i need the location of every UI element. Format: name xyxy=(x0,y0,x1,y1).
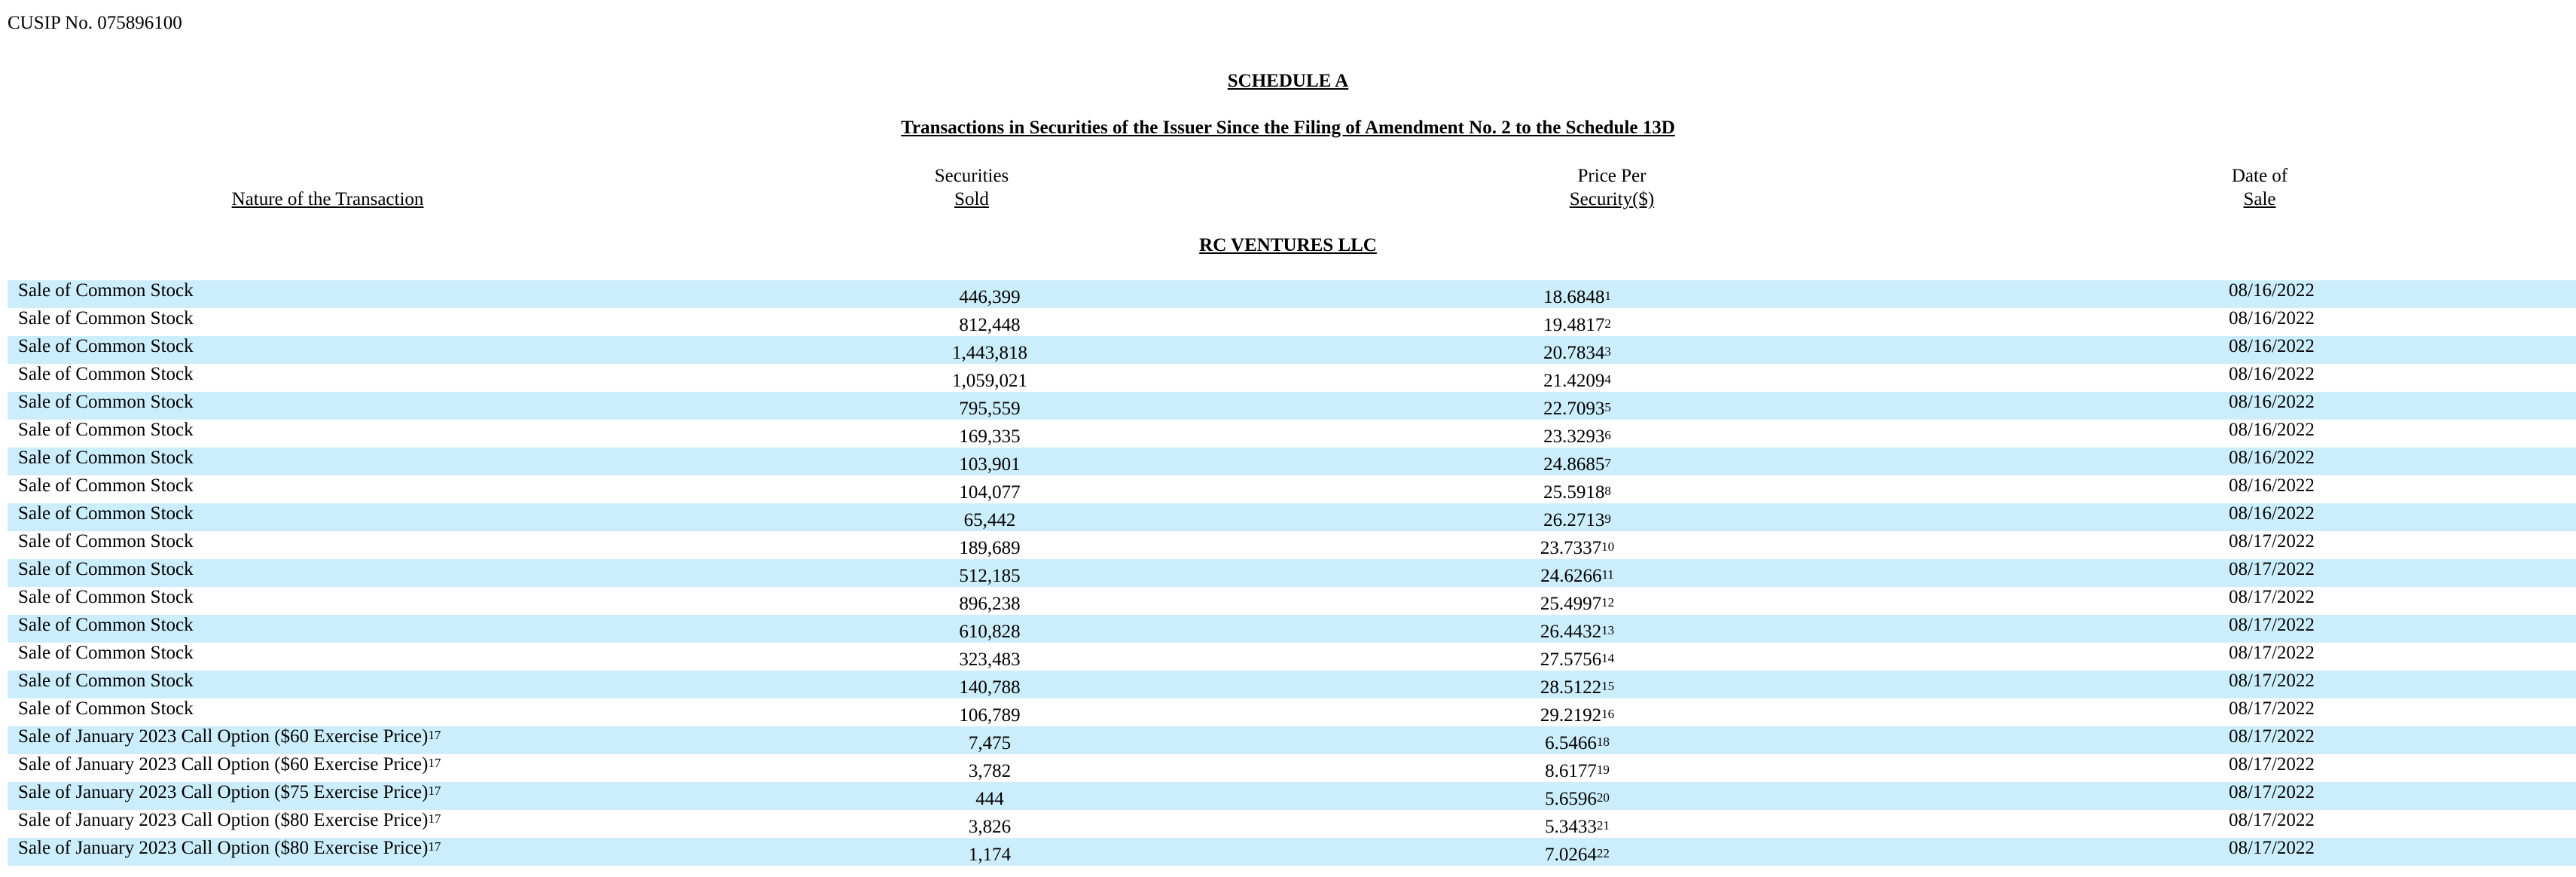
table-row xyxy=(8,698,2576,726)
cell-price xyxy=(1208,782,1946,810)
table-row xyxy=(8,392,2576,420)
cell-date-text: 08/16/2022 xyxy=(2229,392,2315,412)
cell-price-text: 26.2713 xyxy=(1543,510,1605,530)
cell-date xyxy=(1946,838,2576,866)
cell-price-text: 25.4997 xyxy=(1540,594,1602,614)
table-row xyxy=(8,420,2576,448)
table-row xyxy=(8,671,2576,698)
cell-securities-sold xyxy=(771,671,1208,698)
footnote-ref: 3 xyxy=(1604,344,1611,359)
cell-securities-sold xyxy=(771,643,1208,671)
cell-nature-text: Sale of Common Stock xyxy=(18,392,194,412)
header-date-line2: Sale xyxy=(2243,189,2276,209)
footnote-ref: 1 xyxy=(1604,289,1611,303)
footnote-ref: 17 xyxy=(428,728,441,742)
table-row xyxy=(8,643,2576,671)
cell-securities-sold xyxy=(771,531,1208,559)
cell-nature xyxy=(8,503,771,531)
cell-nature-text: Sale of Common Stock xyxy=(18,531,194,552)
table-row xyxy=(8,559,2576,587)
header-date-line1: Date of xyxy=(2231,166,2288,186)
cell-date xyxy=(1946,531,2576,559)
cell-nature-text: Sale of Common Stock xyxy=(18,364,194,384)
cell-price xyxy=(1208,364,1946,392)
cell-nature xyxy=(8,448,771,475)
cell-price xyxy=(1208,698,1946,726)
cell-nature xyxy=(8,308,771,336)
cell-date-text: 08/16/2022 xyxy=(2229,280,2315,301)
cell-price xyxy=(1208,531,1946,559)
cell-price xyxy=(1208,643,1946,671)
cell-securities-sold-text: 512,185 xyxy=(959,566,1021,586)
cell-date-text: 08/17/2022 xyxy=(2229,754,2315,775)
cell-price xyxy=(1208,420,1946,448)
footnote-ref: 17 xyxy=(428,756,441,770)
cell-securities-sold-text: 106,789 xyxy=(959,705,1021,726)
footnote-ref: 19 xyxy=(1596,762,1610,777)
footnote-ref: 14 xyxy=(1601,651,1615,665)
cell-nature xyxy=(8,364,771,392)
cell-securities-sold xyxy=(771,838,1208,866)
cell-price-text: 6.5466 xyxy=(1545,733,1597,753)
cell-date xyxy=(1946,280,2576,308)
transactions-table xyxy=(8,280,2576,866)
cell-date-text: 08/17/2022 xyxy=(2229,810,2315,830)
cell-nature-text: Sale of Common Stock xyxy=(18,503,194,524)
footnote-ref: 9 xyxy=(1604,512,1611,526)
footnote-ref: 13 xyxy=(1601,623,1615,637)
footnote-ref: 18 xyxy=(1596,735,1610,749)
cell-price xyxy=(1208,336,1946,364)
cell-price xyxy=(1208,587,1946,615)
cell-nature xyxy=(8,838,771,866)
cell-nature xyxy=(8,643,771,671)
cell-nature-text: Sale of January 2023 Call Option ($60 Exercise Price) xyxy=(18,754,429,775)
cell-date-text: 08/16/2022 xyxy=(2229,448,2315,468)
cell-nature xyxy=(8,615,771,643)
cell-nature-text: Sale of Common Stock xyxy=(18,559,194,579)
cell-date-text: 08/16/2022 xyxy=(2229,503,2315,524)
cell-date-text: 08/17/2022 xyxy=(2229,615,2315,635)
cell-securities-sold xyxy=(771,448,1208,475)
cell-securities-sold xyxy=(771,336,1208,364)
table-row xyxy=(8,838,2576,866)
footnote-ref: 17 xyxy=(428,784,441,798)
cell-date-text: 08/17/2022 xyxy=(2229,559,2315,579)
cell-securities-sold-text: 104,077 xyxy=(959,482,1021,503)
cell-date-text: 08/16/2022 xyxy=(2229,308,2315,328)
cell-securities-sold xyxy=(771,726,1208,754)
header-price-per-security xyxy=(1386,164,1838,211)
cell-price xyxy=(1208,754,1946,782)
cell-price-text: 24.6266 xyxy=(1540,566,1602,586)
cell-securities-sold xyxy=(771,280,1208,308)
table-row xyxy=(8,587,2576,615)
cell-nature-text: Sale of January 2023 Call Option ($80 Exercise Price) xyxy=(18,810,429,830)
cell-securities-sold xyxy=(771,782,1208,810)
header-nature-label: Nature of the Transaction xyxy=(231,189,424,209)
cell-securities-sold xyxy=(771,503,1208,531)
cell-price xyxy=(1208,280,1946,308)
cell-price xyxy=(1208,503,1946,531)
cell-securities-sold xyxy=(771,420,1208,448)
cell-nature xyxy=(8,587,771,615)
cell-nature-text: Sale of Common Stock xyxy=(18,475,194,496)
footnote-ref: 8 xyxy=(1604,484,1611,498)
cell-securities-sold-text: 1,059,021 xyxy=(952,371,1027,391)
cell-securities-sold xyxy=(771,810,1208,838)
cell-date xyxy=(1946,726,2576,754)
cell-date xyxy=(1946,392,2576,420)
transactions-table-body xyxy=(8,280,2576,866)
cell-nature-text: Sale of Common Stock xyxy=(18,643,194,663)
header-sold-line1: Securities xyxy=(934,166,1009,186)
cell-date xyxy=(1946,308,2576,336)
table-row xyxy=(8,280,2576,308)
cell-nature xyxy=(8,810,771,838)
cell-securities-sold-text: 1,443,818 xyxy=(952,343,1027,363)
cell-date xyxy=(1946,336,2576,364)
footnote-ref: 22 xyxy=(1596,846,1610,860)
cell-price-text: 23.7337 xyxy=(1540,538,1602,558)
cell-price-text: 7.0264 xyxy=(1545,845,1597,865)
cell-date-text: 08/16/2022 xyxy=(2229,364,2315,384)
cell-nature-text: Sale of Common Stock xyxy=(18,448,194,468)
header-price-line1: Price Per xyxy=(1577,166,1647,186)
cell-date-text: 08/17/2022 xyxy=(2229,782,2315,802)
cell-securities-sold-text: 7,475 xyxy=(968,733,1012,753)
cell-price xyxy=(1208,726,1946,754)
cell-date-text: 08/17/2022 xyxy=(2229,671,2315,691)
cell-date-text: 08/17/2022 xyxy=(2229,587,2315,607)
cell-date-text: 08/17/2022 xyxy=(2229,838,2315,858)
cell-securities-sold-text: 812,448 xyxy=(959,315,1021,335)
cell-date xyxy=(1946,364,2576,392)
footnote-ref: 17 xyxy=(428,839,441,854)
cell-date-text: 08/16/2022 xyxy=(2229,336,2315,356)
cell-securities-sold-text: 3,782 xyxy=(968,761,1012,781)
cell-date xyxy=(1946,671,2576,698)
cell-nature xyxy=(8,754,771,782)
cell-nature-text: Sale of Common Stock xyxy=(18,615,194,635)
cell-nature xyxy=(8,420,771,448)
cell-price-text: 29.2192 xyxy=(1540,705,1602,726)
cell-securities-sold-text: 65,442 xyxy=(963,510,1016,530)
footnote-ref: 16 xyxy=(1601,707,1615,721)
cell-securities-sold-text: 1,174 xyxy=(968,845,1012,865)
table-row xyxy=(8,615,2576,643)
cell-price-text: 5.6596 xyxy=(1545,789,1597,809)
cell-price xyxy=(1208,448,1946,475)
cell-securities-sold xyxy=(771,392,1208,420)
cell-price xyxy=(1208,559,1946,587)
cell-price-text: 20.7834 xyxy=(1543,343,1605,363)
cell-securities-sold xyxy=(771,559,1208,587)
cell-price-text: 27.5756 xyxy=(1540,649,1602,670)
table-row xyxy=(8,448,2576,475)
cell-securities-sold-text: 169,335 xyxy=(959,426,1021,447)
footnote-ref: 4 xyxy=(1604,372,1611,387)
cell-nature-text: Sale of Common Stock xyxy=(18,671,194,691)
cell-price-text: 8.6177 xyxy=(1545,761,1597,781)
cell-nature xyxy=(8,698,771,726)
cell-nature xyxy=(8,559,771,587)
cell-price xyxy=(1208,392,1946,420)
cell-date-text: 08/17/2022 xyxy=(2229,531,2315,552)
footnote-ref: 20 xyxy=(1596,790,1610,805)
schedule-subtitle: Transactions in Securities of the Issuer Since the Filing of Amendment No. 2 to the Schedule 13D xyxy=(901,118,1675,138)
footnote-ref: 5 xyxy=(1604,400,1611,414)
footnote-ref: 17 xyxy=(428,811,441,826)
cell-date xyxy=(1946,698,2576,726)
cell-date xyxy=(1946,782,2576,810)
cell-securities-sold-text: 323,483 xyxy=(959,649,1021,670)
cell-price-text: 25.5918 xyxy=(1543,482,1605,503)
cell-price-text: 24.8685 xyxy=(1543,454,1605,475)
cell-date xyxy=(1946,754,2576,782)
section-title: RC VENTURES LLC xyxy=(1199,235,1377,255)
cell-date-text: 08/17/2022 xyxy=(2229,643,2315,663)
table-row xyxy=(8,308,2576,336)
cell-date xyxy=(1946,559,2576,587)
cusip-number: CUSIP No. 075896100 xyxy=(8,13,182,33)
cell-price xyxy=(1208,475,1946,503)
cell-securities-sold xyxy=(771,754,1208,782)
cell-securities-sold xyxy=(771,475,1208,503)
footnote-ref: 7 xyxy=(1604,456,1611,470)
footnote-ref: 11 xyxy=(1601,567,1614,582)
footnote-ref: 21 xyxy=(1596,818,1610,833)
cell-price xyxy=(1208,810,1946,838)
footnote-ref: 12 xyxy=(1601,595,1615,610)
cell-date xyxy=(1946,810,2576,838)
cell-nature-text: Sale of Common Stock xyxy=(18,698,194,719)
cell-price-text: 19.4817 xyxy=(1543,315,1605,335)
cell-securities-sold-text: 189,689 xyxy=(959,538,1021,558)
cell-nature-text: Sale of Common Stock xyxy=(18,587,194,607)
cell-date xyxy=(1946,448,2576,475)
table-row xyxy=(8,726,2576,754)
cell-price-text: 28.5122 xyxy=(1540,677,1602,698)
cell-nature-text: Sale of Common Stock xyxy=(18,420,194,440)
cell-nature-text: Sale of January 2023 Call Option ($60 Exercise Price) xyxy=(18,726,429,747)
cell-securities-sold xyxy=(771,615,1208,643)
cell-price xyxy=(1208,308,1946,336)
table-row xyxy=(8,475,2576,503)
cell-date xyxy=(1946,643,2576,671)
cell-nature xyxy=(8,392,771,420)
cell-securities-sold xyxy=(771,698,1208,726)
cell-securities-sold xyxy=(771,364,1208,392)
cell-securities-sold-text: 896,238 xyxy=(959,594,1021,614)
cell-nature xyxy=(8,726,771,754)
cell-date xyxy=(1946,420,2576,448)
cell-securities-sold xyxy=(771,587,1208,615)
table-row xyxy=(8,336,2576,364)
header-sold-line2: Sold xyxy=(954,189,989,209)
cell-securities-sold xyxy=(771,308,1208,336)
table-row xyxy=(8,503,2576,531)
cell-nature xyxy=(8,531,771,559)
table-row xyxy=(8,810,2576,838)
footnote-ref: 2 xyxy=(1604,316,1611,331)
schedule-title: SCHEDULE A xyxy=(1227,71,1349,91)
cell-date xyxy=(1946,475,2576,503)
cell-securities-sold-text: 444 xyxy=(975,789,1004,809)
cell-securities-sold-text: 103,901 xyxy=(959,454,1021,475)
footnote-ref: 10 xyxy=(1601,539,1615,554)
cell-date-text: 08/16/2022 xyxy=(2229,420,2315,440)
cell-date-text: 08/16/2022 xyxy=(2229,475,2315,496)
cell-price xyxy=(1208,671,1946,698)
cell-nature-text: Sale of Common Stock xyxy=(18,280,194,301)
cell-price-text: 23.3293 xyxy=(1543,426,1605,447)
cell-nature xyxy=(8,671,771,698)
cell-date xyxy=(1946,503,2576,531)
cell-price-text: 21.4209 xyxy=(1543,371,1605,391)
cell-price xyxy=(1208,615,1946,643)
header-date-of-sale xyxy=(2034,164,2486,211)
cell-price-text: 18.6848 xyxy=(1543,287,1605,307)
cell-securities-sold-text: 3,826 xyxy=(968,817,1012,837)
cell-nature xyxy=(8,336,771,364)
cell-date xyxy=(1946,615,2576,643)
cell-price-text: 26.4432 xyxy=(1540,622,1602,642)
table-row xyxy=(8,782,2576,810)
footnote-ref: 15 xyxy=(1601,679,1615,693)
footnote-ref: 6 xyxy=(1604,428,1611,442)
cell-date xyxy=(1946,587,2576,615)
cell-nature-text: Sale of January 2023 Call Option ($75 Exercise Price) xyxy=(18,782,429,802)
table-row xyxy=(8,364,2576,392)
cell-date-text: 08/17/2022 xyxy=(2229,726,2315,747)
cell-price-text: 5.3433 xyxy=(1545,817,1597,837)
cell-date-text: 08/17/2022 xyxy=(2229,698,2315,719)
header-securities-sold xyxy=(746,164,1198,211)
cell-securities-sold-text: 610,828 xyxy=(959,622,1021,642)
cell-price xyxy=(1208,838,1946,866)
cell-price-text: 22.7093 xyxy=(1543,399,1605,419)
table-row xyxy=(8,531,2576,559)
cell-securities-sold-text: 446,399 xyxy=(959,287,1021,307)
cell-nature xyxy=(8,475,771,503)
cell-nature xyxy=(8,782,771,810)
cell-nature-text: Sale of Common Stock xyxy=(18,336,194,356)
cell-securities-sold-text: 140,788 xyxy=(959,677,1021,698)
header-nature xyxy=(8,188,648,211)
header-price-line2: Security($) xyxy=(1569,189,1655,209)
table-row xyxy=(8,754,2576,782)
cell-nature xyxy=(8,280,771,308)
cell-securities-sold-text: 795,559 xyxy=(959,399,1021,419)
cell-nature-text: Sale of Common Stock xyxy=(18,308,194,328)
cell-nature-text: Sale of January 2023 Call Option ($80 Exercise Price) xyxy=(18,838,429,858)
